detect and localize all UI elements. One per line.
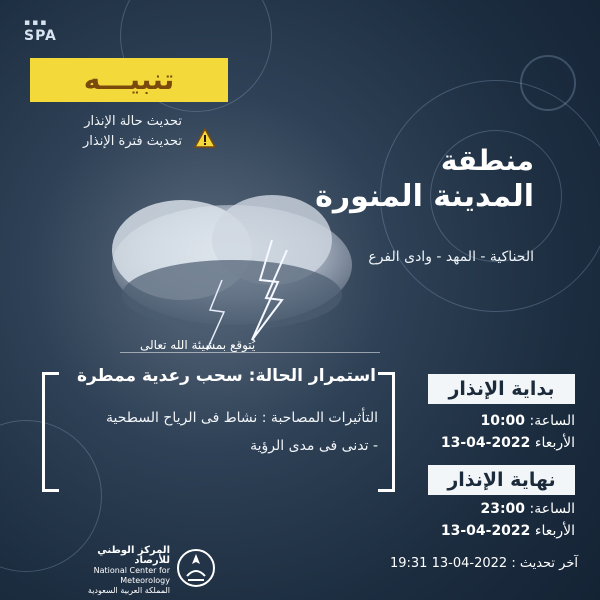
end-date-row <box>395 520 575 542</box>
alert-lines <box>83 112 182 152</box>
spa-logo-dots: ▪▪▪ <box>24 18 49 28</box>
end-tag: نهاية الإنذار <box>428 465 575 495</box>
ncm-emblem-icon <box>176 546 216 590</box>
forecast-impact-1: التأثيرات المصاحبة : نشاط فى الرياح السطحية <box>106 410 378 426</box>
alert-banner: تنبيـــه <box>30 58 228 102</box>
end-time-row <box>395 498 575 520</box>
region-title-line1: منطقة <box>440 144 534 177</box>
start-date: 2022-04-13 <box>440 435 531 451</box>
warning-triangle-icon <box>194 128 216 148</box>
hud-ring-small <box>520 55 576 111</box>
start-tag: بداية الإنذار <box>428 374 575 404</box>
end-time-label: الساعة: <box>529 501 575 517</box>
forecast-expect: يُتوقع بمشيئة الله تعالى <box>140 338 256 352</box>
alert-line-period: تحديث فترة الإنذار <box>83 134 182 149</box>
end-day: الأربعاء <box>534 523 575 539</box>
last-update-value: 2022-04-13 19:31 <box>389 556 508 571</box>
ncm-name-en: National Center for Meteorology <box>93 566 170 585</box>
forecast-status: استمرار الحالة: سحب رعدية ممطرة <box>76 366 376 386</box>
spa-logo <box>24 18 68 44</box>
bracket-right <box>378 372 395 492</box>
start-time-label: الساعة: <box>529 413 575 429</box>
bracket-left <box>42 372 59 492</box>
start-time-row <box>395 410 575 432</box>
ncm-country-ar: المملكة العربية السعودية <box>87 586 170 595</box>
ncm-logo-text <box>60 546 170 596</box>
alert-line-status: تحديث حالة الإنذار <box>84 114 182 129</box>
region-title-line2: المدينة المنورة <box>315 179 534 214</box>
last-update <box>390 556 578 571</box>
forecast-impact-2: - تدنى فى مدى الرؤية <box>250 438 378 454</box>
last-update-label: آخر تحديث : <box>511 556 578 571</box>
start-date-row <box>395 432 575 454</box>
start-day: الأربعاء <box>534 435 575 451</box>
forecast-separator <box>120 352 380 353</box>
end-time-value: 23:00 <box>480 501 526 517</box>
start-time-value: 10:00 <box>480 413 526 429</box>
forecast-impacts <box>58 404 378 460</box>
end-date: 2022-04-13 <box>440 523 531 539</box>
ncm-name-ar: المركز الوطني للأرصاد <box>97 545 170 566</box>
region-areas: الحناكية - المهد - وادى الفرع <box>368 249 534 265</box>
spa-logo-text: SPA <box>24 28 57 44</box>
